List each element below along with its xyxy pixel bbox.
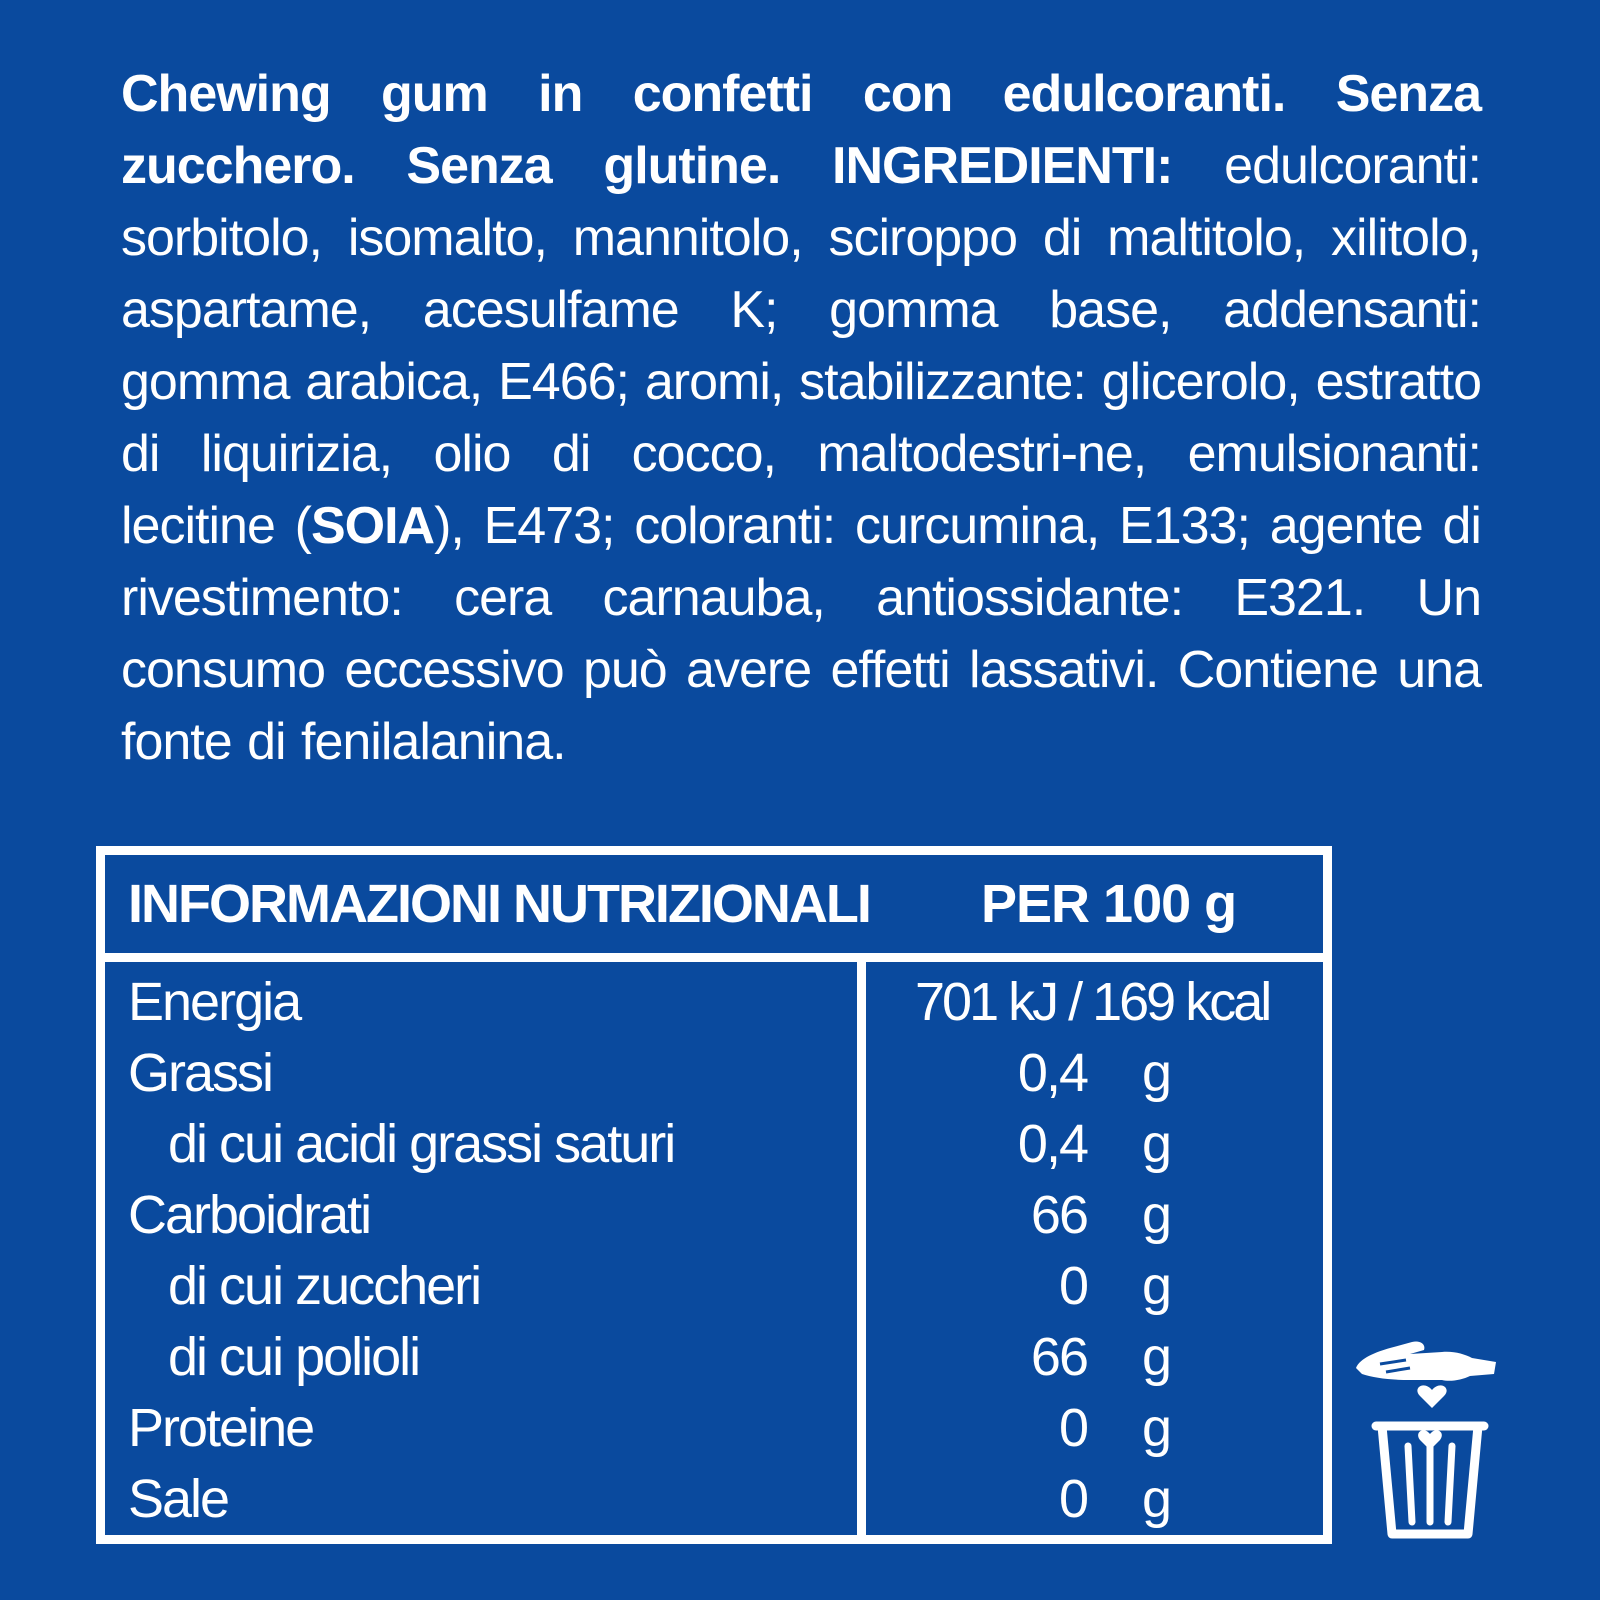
- row-value: 0: [1058, 1398, 1087, 1458]
- nutrition-header: [105, 855, 1323, 962]
- row-label: di cui acidi grassi saturi: [168, 1114, 675, 1174]
- row-label: Grassi: [128, 1043, 273, 1103]
- row-unit: g: [1142, 1327, 1173, 1387]
- row-label: Sale: [128, 1469, 229, 1529]
- row-label: Carboidrati: [128, 1185, 371, 1245]
- row-label: di cui polioli: [168, 1327, 420, 1387]
- row-unit: g: [1142, 1185, 1173, 1245]
- nutrition-row-fat: [105, 1034, 1323, 1105]
- ingredients-list-part2: ), E473; coloranti: curcumina, E133; agente di rivestimento: cera carnauba, antiossidante: E321. Un consumo eccessivo può avere effetti lassativi. Contiene una fonte di fenilalanina.: [121, 497, 1481, 771]
- nutrition-row-saturated: [105, 1105, 1323, 1176]
- nutrition-title: INFORMAZIONI NUTRIZIONALI: [128, 874, 870, 934]
- nutrition-row-protein: [105, 1389, 1323, 1460]
- row-value: 0,4: [1017, 1114, 1087, 1174]
- row-value: 66: [1030, 1185, 1087, 1245]
- row-label: Energia: [128, 972, 301, 1032]
- allergen-soia: SOIA: [310, 497, 435, 555]
- nutrition-row-carbs: [105, 1176, 1323, 1247]
- row-label: Proteine: [128, 1398, 314, 1458]
- nutrition-rows: [105, 963, 1323, 1531]
- row-value: 0: [1058, 1469, 1087, 1529]
- ingredients-list-part1: edulcoranti: sorbitolo, isomalto, mannitolo, sciroppo di maltitolo, xilitolo, aspartame, acesulfame K; gomma base, addensanti: gomma arabica, E466; aromi, stabilizzante: glicerolo, estratto di liquirizia, olio di cocco, maltodestri-ne, emulsionanti: lecitine (: [121, 137, 1481, 555]
- row-unit: g: [1142, 1043, 1173, 1103]
- row-value: 0: [1058, 1256, 1087, 1316]
- row-label: di cui zuccheri: [168, 1256, 481, 1316]
- row-unit: g: [1142, 1398, 1173, 1458]
- row-value: 701 kJ / 169 kcal: [915, 972, 1270, 1032]
- nutrition-row-salt: [105, 1460, 1323, 1531]
- nutrition-per-100g: PER 100 g: [981, 874, 1237, 934]
- nutrition-row-polyols: [105, 1318, 1323, 1389]
- row-unit: g: [1142, 1114, 1173, 1174]
- row-value: 0,4: [1017, 1043, 1087, 1103]
- bin-disposal-icon: [1350, 1334, 1500, 1544]
- nutrition-table: [96, 846, 1332, 1544]
- row-unit: g: [1142, 1256, 1173, 1316]
- row-unit: g: [1142, 1469, 1173, 1529]
- row-value: 66: [1030, 1327, 1087, 1387]
- ingredients-text: [121, 58, 1481, 778]
- nutrition-row-energy: [105, 963, 1323, 1034]
- ingredients-intro: Chewing gum in confetti con edulcoranti. Senza zucchero. Senza glutine. INGREDIENTI:: [121, 65, 1481, 195]
- nutrition-row-sugars: [105, 1247, 1323, 1318]
